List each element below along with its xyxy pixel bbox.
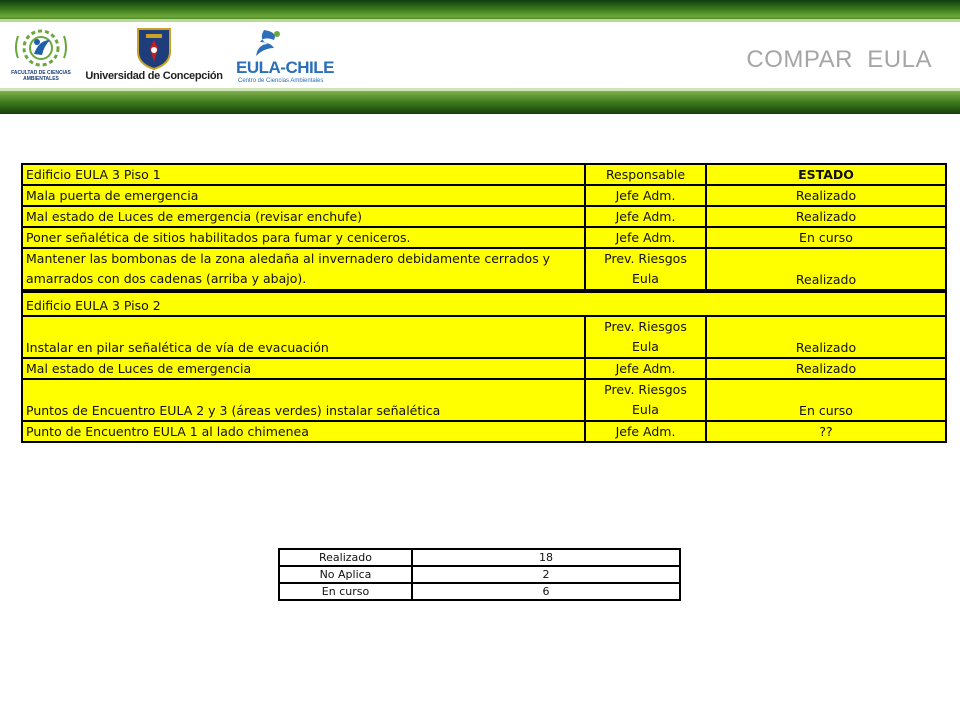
column-header-responsable: Responsable bbox=[585, 164, 706, 185]
estado-cell: Realizado bbox=[706, 358, 946, 379]
item-cell: Mantener las bombonas de la zona aledaña al invernadero debidamente cerrados y amarrados con dos cadenas (arriba y abajo). bbox=[22, 248, 585, 291]
item-cell: Poner señalética de sitios habilitados para fumar y ceniceros. bbox=[22, 227, 585, 248]
estado-cell: En curso bbox=[706, 227, 946, 248]
table-header-row bbox=[22, 164, 946, 185]
eula-logo-subtitle: Centro de Ciencias Ambientales bbox=[238, 78, 324, 84]
responsable-cell: Prev. Riesgos Eula bbox=[585, 248, 706, 291]
responsable-cell: Prev. Riesgos Eula bbox=[585, 316, 706, 358]
summary-label: En curso bbox=[279, 583, 412, 600]
university-shield-icon bbox=[84, 26, 224, 70]
fca-logo-text: FACULTAD DE CIENCIAS AMBIENTALES bbox=[11, 70, 71, 82]
estado-cell: ?? bbox=[706, 421, 946, 442]
udec-logo bbox=[84, 26, 224, 88]
inspection-table bbox=[21, 163, 947, 443]
estado-cell: En curso bbox=[706, 379, 946, 421]
udec-logo-text: Universidad de Concepción bbox=[85, 70, 223, 82]
summary-value: 6 bbox=[412, 583, 680, 600]
item-cell: Instalar en pilar señalética de vía de evacuación bbox=[22, 316, 585, 358]
gear-leaf-icon bbox=[6, 28, 76, 72]
summary-label: Realizado bbox=[279, 549, 412, 566]
summary-label: No Aplica bbox=[279, 566, 412, 583]
page-title: COMPAR EULA bbox=[746, 46, 932, 73]
summary-value: 2 bbox=[412, 566, 680, 583]
header-top-band bbox=[0, 0, 960, 22]
item-cell: Puntos de Encuentro EULA 2 y 3 (áreas verdes) instalar señalética bbox=[22, 379, 585, 421]
item-cell: Mal estado de Luces de emergencia (revisar enchufe) bbox=[22, 206, 585, 227]
estado-cell: Realizado bbox=[706, 185, 946, 206]
responsable-cell: Prev. Riesgos Eula bbox=[585, 379, 706, 421]
table-row bbox=[22, 185, 946, 206]
estado-cell: Realizado bbox=[706, 248, 946, 291]
table-row bbox=[22, 316, 946, 358]
section-title: Edificio EULA 3 Piso 1 bbox=[22, 164, 585, 185]
responsable-cell: Jefe Adm. bbox=[585, 358, 706, 379]
item-cell: Mal estado de Luces de emergencia bbox=[22, 358, 585, 379]
eula-chile-logo bbox=[234, 28, 338, 88]
table-row bbox=[22, 206, 946, 227]
estado-cell: Realizado bbox=[706, 316, 946, 358]
item-cell: Punto de Encuentro EULA 1 al lado chimenea bbox=[22, 421, 585, 442]
summary-row bbox=[279, 549, 680, 566]
responsable-cell: Jefe Adm. bbox=[585, 185, 706, 206]
summary-row bbox=[279, 583, 680, 600]
summary-value: 18 bbox=[412, 549, 680, 566]
table-row bbox=[22, 248, 946, 291]
table-row bbox=[22, 379, 946, 421]
table-row bbox=[22, 421, 946, 442]
estado-cell: Realizado bbox=[706, 206, 946, 227]
summary-row bbox=[279, 566, 680, 583]
section-header-row bbox=[22, 291, 946, 316]
eula-swirl-icon bbox=[234, 28, 294, 60]
header-bottom-band bbox=[0, 91, 960, 114]
table-row bbox=[22, 227, 946, 248]
fca-logo bbox=[6, 28, 76, 86]
responsable-cell: Jefe Adm. bbox=[585, 227, 706, 248]
item-cell: Mala puerta de emergencia bbox=[22, 185, 585, 206]
section-title: Edificio EULA 3 Piso 2 bbox=[22, 291, 946, 316]
column-header-estado: ESTADO bbox=[706, 164, 946, 185]
responsable-cell: Jefe Adm. bbox=[585, 421, 706, 442]
table-row bbox=[22, 358, 946, 379]
status-summary-table bbox=[278, 548, 681, 601]
responsable-cell: Jefe Adm. bbox=[585, 206, 706, 227]
eula-logo-text: EULA-CHILE bbox=[236, 58, 334, 77]
